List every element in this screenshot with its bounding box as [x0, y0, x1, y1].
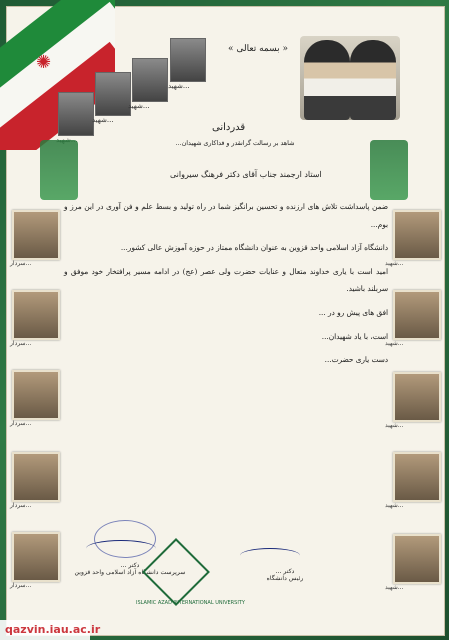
- martyr-photo: [12, 532, 60, 582]
- martyr-photo: [393, 210, 441, 260]
- body-paragraph: دست یاری حضرت...: [324, 355, 388, 365]
- logo-text: ISLAMIC AZAD INTERNATIONAL UNIVERSITY: [136, 600, 245, 606]
- martyr-photo: [393, 534, 441, 584]
- header-photo: [170, 38, 206, 82]
- signature-scribble: [86, 540, 156, 557]
- calligraphy-art: [40, 140, 78, 200]
- signer-name: دکتر ...: [275, 568, 295, 575]
- body-paragraph: است، با یاد شهیدان...: [321, 331, 388, 341]
- body-paragraph: دانشگاه آزاد اسلامی واحد قزوین به عنوان دانشگاه ممتاز در حوزه آموزش عالی کشور...: [120, 243, 388, 253]
- martyr-caption: شهید...: [385, 422, 404, 429]
- martyr-photo: [12, 210, 60, 260]
- watermark-text: qazvin.iau.ac.ir: [5, 623, 101, 636]
- header-caption: شهید...: [128, 102, 150, 110]
- emblem-icon: ✺: [36, 52, 52, 73]
- leaders-portrait: [300, 36, 400, 120]
- header-photo: [95, 72, 131, 116]
- signature-scribble: [240, 548, 300, 563]
- body-paragraph: امید است با یاری خداوند متعال و عنایات حضرت ولی عصر (عج) در ادامه مسیر پرافتخار خود موفق و سربلند باشید.: [64, 266, 388, 294]
- martyr-caption: سردار...: [10, 420, 32, 427]
- martyr-caption: شهید...: [385, 502, 404, 509]
- header-photo: [58, 92, 94, 136]
- martyr-photo: [393, 372, 441, 422]
- martyr-caption: شهید...: [385, 260, 404, 267]
- martyr-photo: [12, 452, 60, 502]
- martyr-photo: [12, 370, 60, 420]
- heading: قدردانی: [212, 122, 246, 133]
- leader-figure: [350, 40, 396, 120]
- watermark: [0, 620, 101, 640]
- calligraphy-art: [370, 140, 408, 200]
- certificate-body: [64, 198, 388, 375]
- martyr-caption: سردار...: [10, 502, 32, 509]
- signer-title: رئیس دانشگاه: [266, 575, 304, 582]
- body-paragraph: افق های پیش رو در ...: [318, 307, 388, 317]
- header-caption: شهید...: [168, 82, 190, 90]
- martyr-photo: [12, 290, 60, 340]
- header-caption: شهید...: [92, 116, 114, 124]
- signer-title: سرپرست دانشگاه آزاد اسلامی واحد قزوین: [74, 569, 186, 576]
- intro-line: شاهد بر رسالت گرانقدر و فداکاری شهیدان...: [175, 140, 295, 147]
- signer-name: دکتر ...: [120, 562, 140, 569]
- martyr-caption: سردار...: [10, 340, 32, 347]
- leader-figure: [304, 40, 350, 120]
- header-photo: [132, 58, 168, 102]
- invocation: « بسمه تعالی »: [228, 44, 289, 54]
- martyr-caption: سردار...: [10, 582, 32, 589]
- martyr-caption: شهید...: [385, 584, 404, 591]
- body-paragraph: ضمن پاسداشت تلاش های ارزنده و تحسین برانگیز شما در راه تولید و بسط علم و فن آوری در این مرز و بوم...: [64, 202, 388, 229]
- signature-right: [220, 568, 350, 582]
- martyr-photo: [393, 452, 441, 502]
- recipient-line: استاد ارجمند جناب آقای دکتر فرهنگ سیروانی: [170, 170, 322, 179]
- martyr-photo: [393, 290, 441, 340]
- martyr-caption: سردار...: [10, 260, 32, 267]
- martyr-caption: شهید...: [385, 340, 404, 347]
